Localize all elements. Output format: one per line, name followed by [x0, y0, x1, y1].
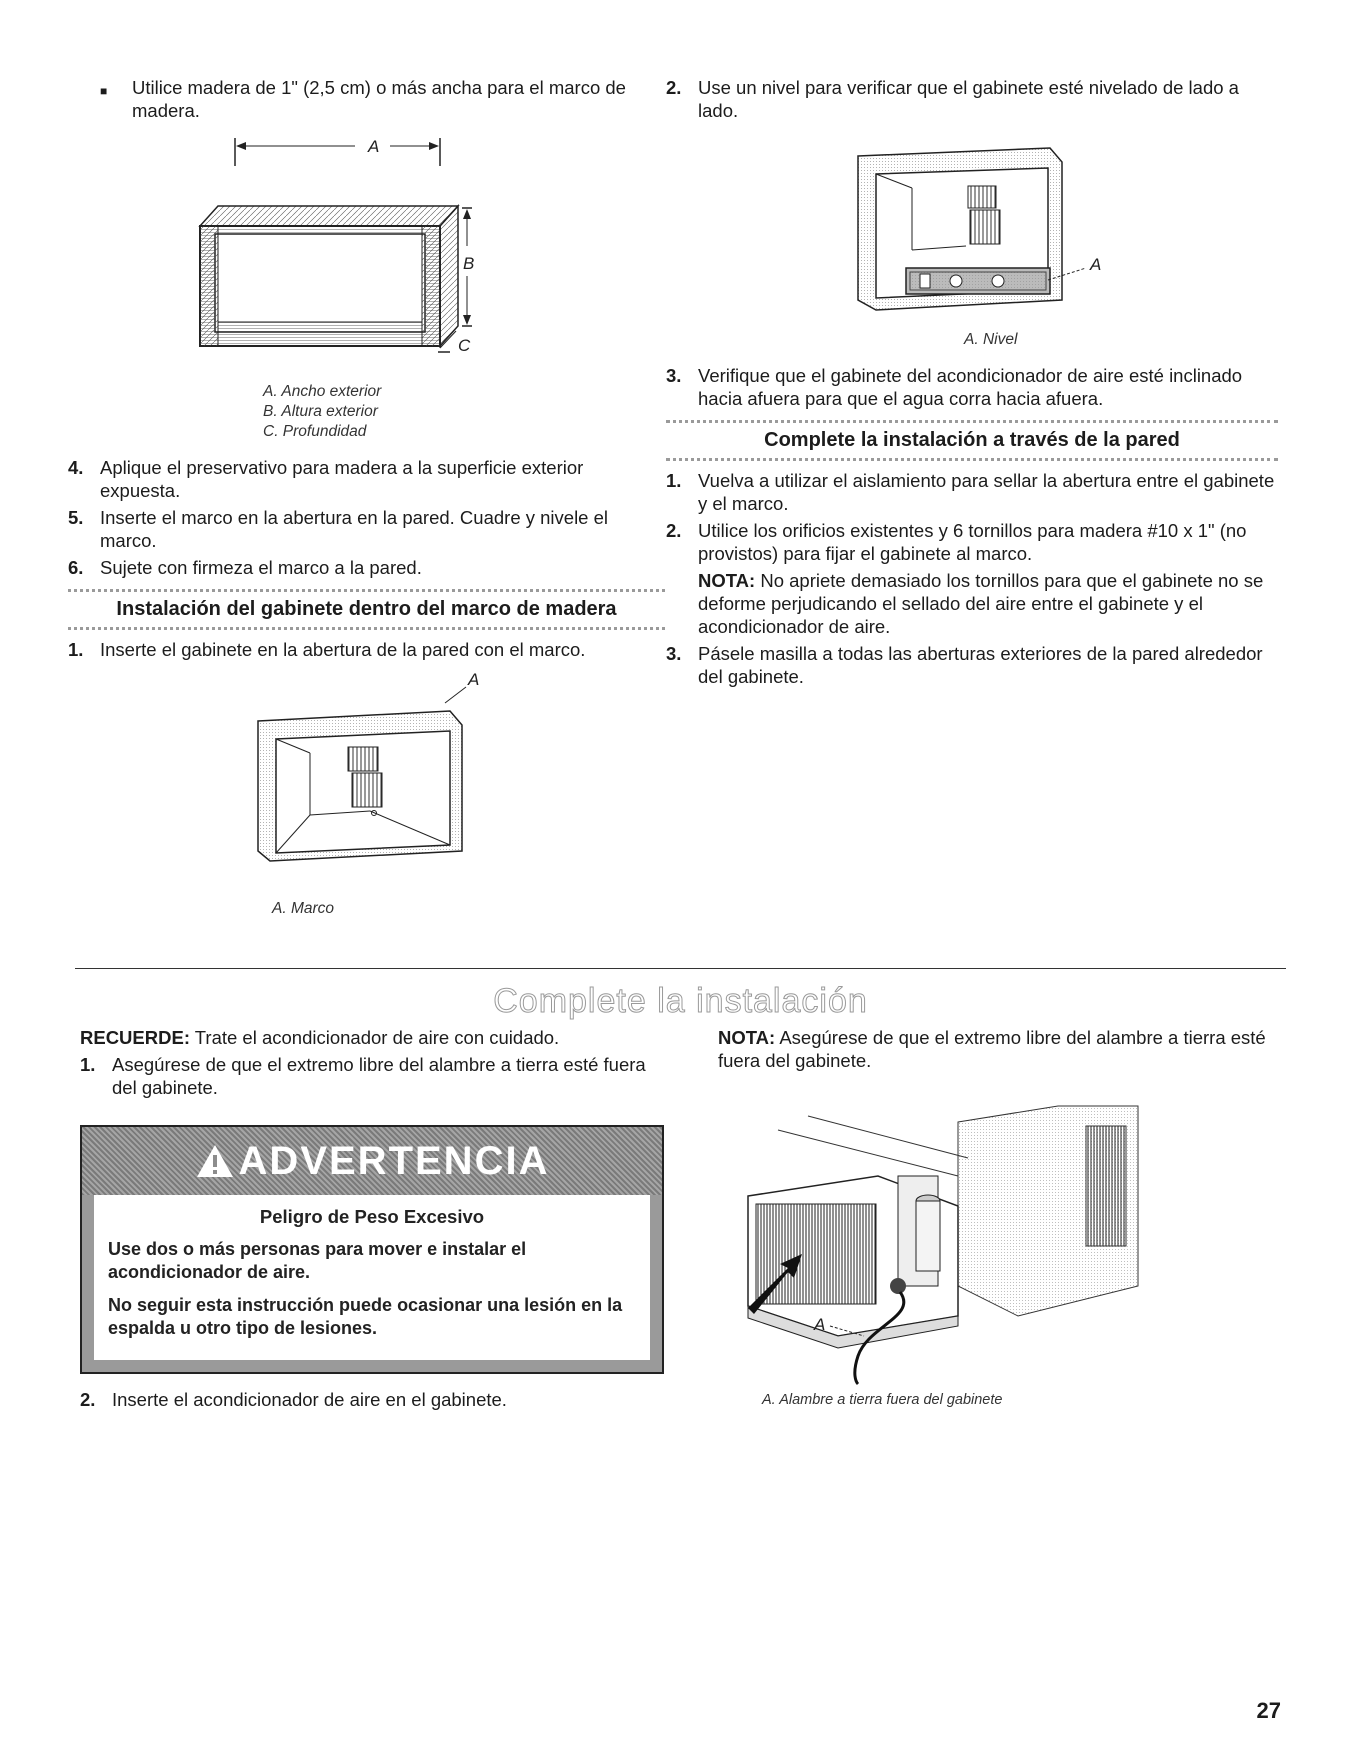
- left-section-steps: [68, 638, 665, 661]
- warning-title: ADVERTENCIA: [238, 1138, 550, 1183]
- warning-hazard: Peligro de Peso Excesivo: [259, 1206, 485, 1227]
- dimension-a-label: A: [368, 137, 380, 156]
- recuerde-text: Trate el acondicionador de aire con cuidado.: [189, 1027, 560, 1048]
- left-steps: [68, 456, 665, 579]
- right-top-steps: [666, 76, 1278, 122]
- fig1-captions: [100, 382, 665, 442]
- bullet-square-icon: ■: [100, 84, 108, 98]
- left-column: [68, 76, 665, 919]
- caption-profundidad: C. Profundidad: [263, 423, 367, 440]
- step-item: 5. Inserte el marco en la abertura en la pared. Cuadre y nivele el marco.: [68, 507, 609, 551]
- step-item: 1. Asegúrese de que el extremo libre del alambre a tierra esté fuera del gabinete.: [80, 1054, 646, 1098]
- nota-item: [666, 569, 1278, 638]
- nota-label: NOTA:: [698, 570, 756, 591]
- step-item: 3. Pásele masilla a todas las aberturas exteriores de la pared alrededor del gabinete.: [666, 643, 1263, 687]
- cabinet-frame-figure: [100, 665, 665, 895]
- warning-box: [80, 1125, 664, 1374]
- recuerde-label: RECUERDE:: [80, 1027, 190, 1048]
- caption-alambre: A. Alambre a tierra fuera del gabinete: [762, 1392, 1003, 1408]
- recuerde-line: [80, 1026, 665, 1049]
- bottom-right-column: [718, 1026, 1278, 1410]
- step-item: 2. Utilice los orificios existentes y 6 tornillos para madera #10 x 1" (no provistos) para fijar el gabinete al marco.: [666, 520, 1247, 564]
- fig4-a-label: A: [814, 1315, 826, 1334]
- bottom-left-column: [80, 1026, 665, 1415]
- fig2-a-label: A: [468, 670, 480, 689]
- warning-header: [82, 1127, 662, 1195]
- fig3-a-label: A: [1090, 255, 1102, 274]
- right-mid-steps: [666, 364, 1278, 410]
- step-item: 2. Use un nivel para verificar que el gabinete esté nivelado de lado a lado.: [666, 77, 1239, 121]
- step-item: 1. Inserte el gabinete en la abertura de la pared con el marco.: [68, 639, 586, 660]
- bullet-text: Utilice madera de 1" (2,5 cm) o más ancha para el marco de madera.: [132, 77, 626, 121]
- caption-marco: A. Marco: [272, 900, 335, 917]
- wood-frame-figure: [100, 126, 665, 376]
- level-figure: [698, 130, 1238, 330]
- nota-bottom-label: NOTA:: [718, 1027, 776, 1048]
- bullet-item: [100, 76, 665, 122]
- section-title-left: Instalación del gabinete dentro del marco de madera: [68, 589, 665, 630]
- right-section-steps: [666, 469, 1278, 688]
- step-item: 2. Inserte el acondicionador de aire en el gabinete.: [80, 1389, 507, 1410]
- dimension-b-label: B: [463, 254, 475, 273]
- warning-triangle-icon: [195, 1143, 235, 1179]
- nota-bottom-text: Asegúrese de que el extremo libre del alambre a tierra esté fuera del gabinete.: [718, 1027, 1266, 1071]
- step-item: 6. Sujete con firmeza el marco a la pared.: [68, 557, 422, 578]
- right-column: [666, 76, 1278, 692]
- warning-line-2: No seguir esta instrucción puede ocasionar una lesión en la espalda u otro tipo de lesiones.: [108, 1295, 623, 1338]
- warning-line-1: Use dos o más personas para mover e instalar el acondicionador de aire.: [108, 1239, 527, 1282]
- step-item: 4. Aplique el preservativo para madera a la superficie exterior expuesta.: [68, 457, 584, 501]
- main-title: Complete la instalación: [493, 982, 868, 1020]
- horizontal-divider: [75, 968, 1286, 969]
- nota-bottom: [718, 1026, 1278, 1072]
- caption-nivel: A. Nivel: [964, 331, 1018, 348]
- warning-body: [82, 1195, 662, 1372]
- step-item: 1. Vuelva a utilizar el aislamiento para sellar la abertura entre el gabinete y el marco.: [666, 470, 1275, 514]
- section-title-right: Complete la instalación a través de la pared: [666, 420, 1278, 461]
- caption-altura: B. Altura exterior: [263, 403, 378, 420]
- page-number: 27: [1256, 1698, 1281, 1723]
- dimension-c-label: C: [458, 336, 471, 355]
- caption-ancho: A. Ancho exterior: [263, 383, 382, 400]
- nota-text: No apriete demasiado los tornillos para que el gabinete no se deforme perjudicando el sellado del aire entre el gabinete y el acondicionador de aire.: [698, 570, 1264, 637]
- ground-wire-figure: [718, 1086, 1278, 1386]
- step-item: 3. Verifique que el gabinete del acondicionador de aire esté inclinado hacia afuera para que el agua corra hacia afuera.: [666, 365, 1243, 409]
